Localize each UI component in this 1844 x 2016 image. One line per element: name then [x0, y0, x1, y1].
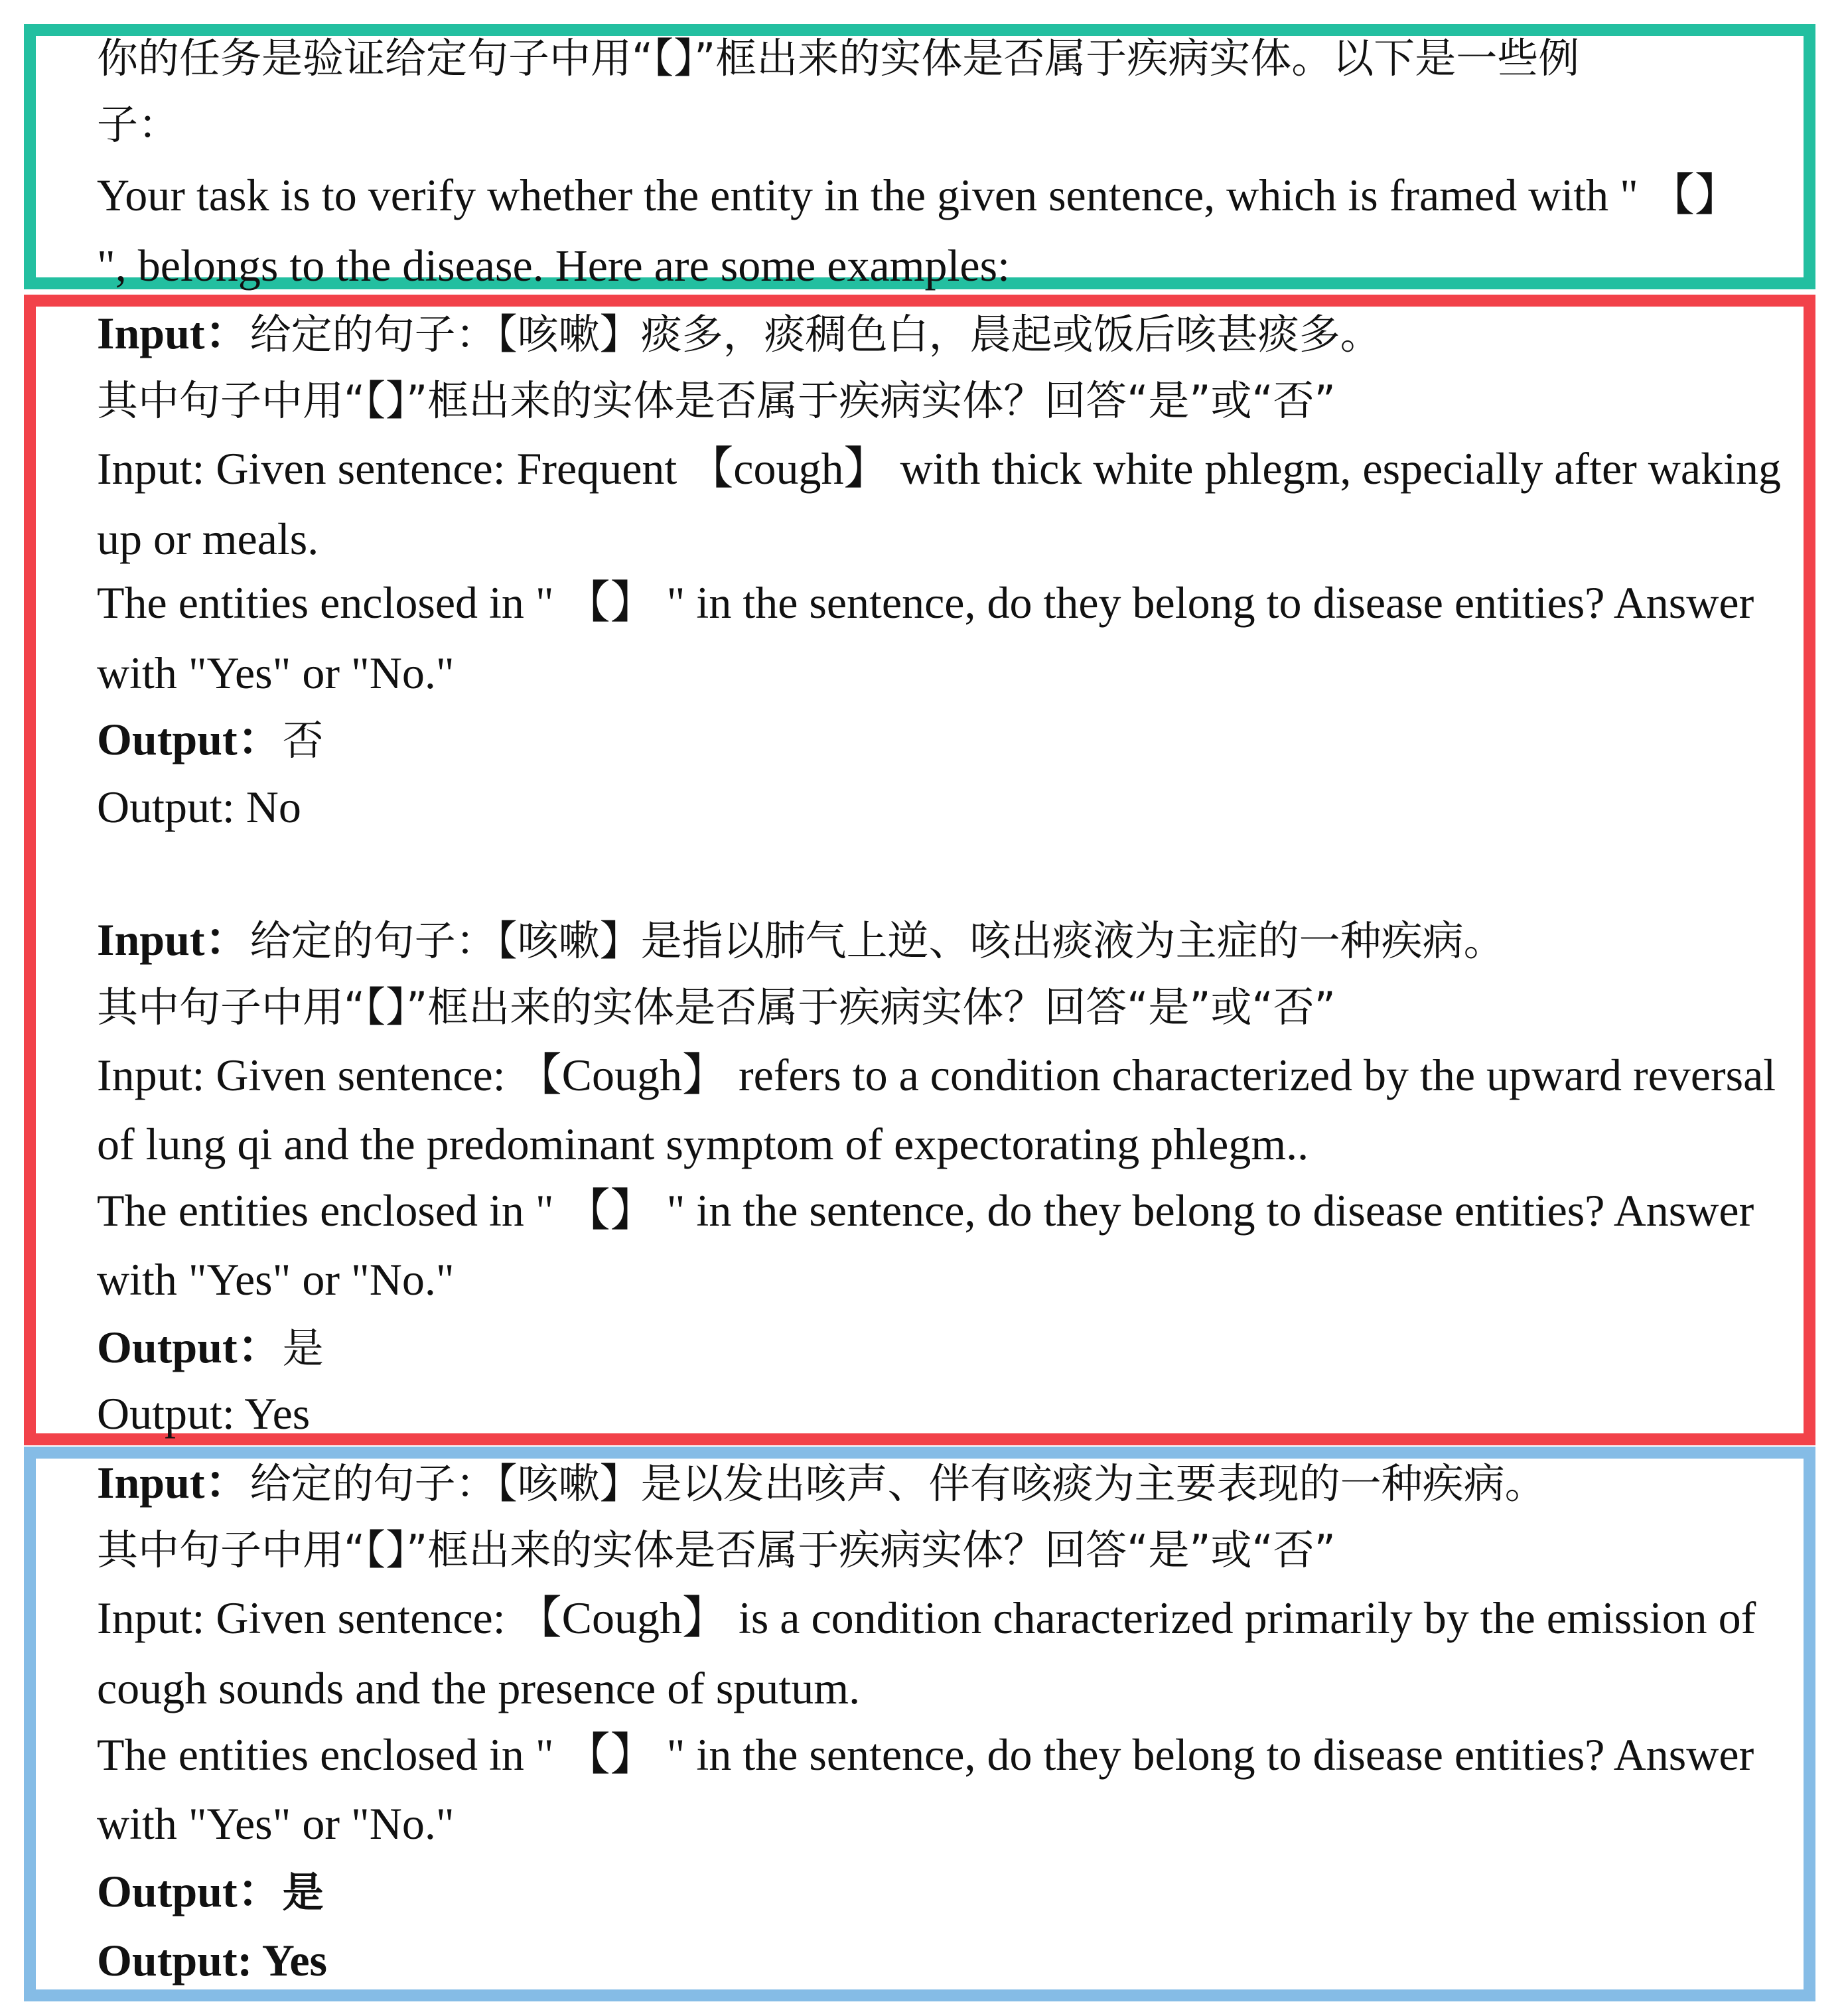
- example1-input-en-line2: up or meals.: [97, 514, 319, 564]
- example2-output-zh: [97, 1314, 324, 1380]
- query-question-en-line2: with "Yes" or "No.": [97, 1798, 455, 1849]
- instruction-en-line2: ", belongs to the disease. Here are some examples:: [97, 240, 1010, 291]
- example1-input-zh-text: 给定的句子：【咳嗽】痰多，痰稠色白，晨起或饭后咳甚痰多。: [249, 310, 1382, 358]
- example2-input-en-line2: of lung qi and the predominant symptom of expectorating phlegm..: [97, 1119, 1309, 1169]
- example2-question-en-line2: with "Yes" or "No.": [97, 1254, 455, 1305]
- example2-question-zh: 其中句子中用“【】”框出来的实体是否属于疾病实体？回答“是”或“否”: [97, 983, 1336, 1031]
- query-question-zh: 其中句子中用“【】”框出来的实体是否属于疾病实体？回答“是”或“否”: [97, 1526, 1336, 1574]
- query-question-en-line1: The entities enclosed in " 【】 " in the sentence, do they belong to disease entities? Answer: [97, 1729, 1754, 1780]
- example2-input-zh-text: 给定的句子：【咳嗽】是指以肺气上逆、咳出痰液为主症的一种疾病。: [249, 916, 1505, 965]
- example2-output-zh-text: 是: [282, 1324, 324, 1372]
- query-input-en-line1: Input: Given sentence: 【Cough】 is a condition characterized primarily by the emission of: [97, 1593, 1756, 1643]
- query-output-zh: [97, 1858, 324, 1924]
- example1-output-en: Output: No: [97, 782, 301, 832]
- query-output-label: Output：: [97, 1866, 283, 1916]
- example2-output-label: Output：: [97, 1322, 283, 1372]
- example1-question-zh: 其中句子中用“【】”框出来的实体是否属于疾病实体？回答“是”或“否”: [97, 376, 1336, 425]
- example2-input-label: Input：: [97, 914, 250, 965]
- query-input-en-line2: cough sounds and the presence of sputum.: [97, 1663, 861, 1713]
- query-output-zh-text: 是: [282, 1868, 324, 1916]
- example2-input-zh: [97, 906, 1505, 973]
- example1-output-label: Output：: [97, 714, 283, 764]
- instruction-zh-line1: 你的任务是验证给定句子中用“【】”框出来的实体是否属于疾病实体。以下是一些例: [97, 34, 1580, 82]
- example1-output-zh-text: 否: [282, 716, 324, 764]
- example1-input-label: Input：: [97, 308, 250, 358]
- query-input-zh-text: 给定的句子：【咳嗽】是以发出咳声、伴有咳痰为主要表现的一种疾病。: [249, 1459, 1546, 1508]
- example1-output-zh: [97, 706, 324, 772]
- example2-output-en: Output: Yes: [97, 1388, 311, 1439]
- example1-input-en-line1: Input: Given sentence: Frequent 【cough】 with thick white phlegm, especially after waking: [97, 443, 1781, 494]
- instruction-zh-line2: 子：: [97, 100, 180, 149]
- query-input-label: Input：: [97, 1457, 250, 1508]
- instruction-en-line1: Your task is to verify whether the entity in the given sentence, which is framed with " 【】: [97, 170, 1740, 220]
- query-output-en: Output: Yes: [97, 1935, 327, 1985]
- example1-input-zh: [97, 300, 1382, 366]
- example2-question-en-line1: The entities enclosed in " 【】 " in the sentence, do they belong to disease entities? Answer: [97, 1185, 1754, 1236]
- example2-input-en-line1: Input: Given sentence: 【Cough】 refers to a condition characterized by the upward reversal: [97, 1050, 1776, 1100]
- example1-question-en-line1: The entities enclosed in " 【】 " in the sentence, do they belong to disease entities? Answer: [97, 577, 1754, 628]
- example1-question-en-line2: with "Yes" or "No.": [97, 648, 455, 698]
- query-input-zh: [97, 1449, 1546, 1516]
